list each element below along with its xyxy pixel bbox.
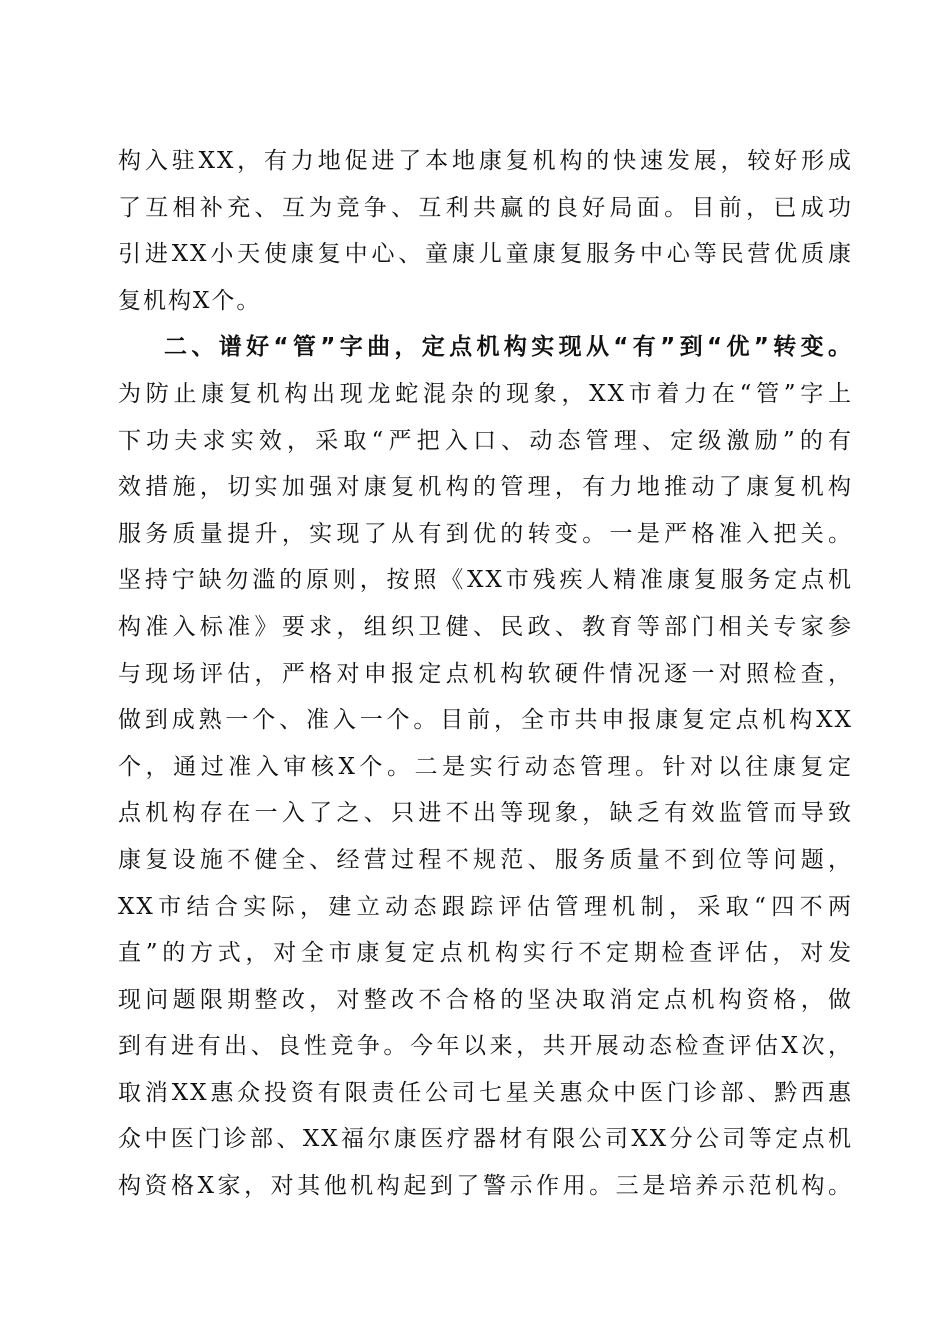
text-line: 众中医门诊部、XX福尔康医疗器材有限公司XX分公司等定点机 <box>118 1126 853 1153</box>
text-line: 构入驻XX，有力地促进了本地康复机构的快速发展，较好形成 <box>118 148 853 174</box>
text-line: 到有进有出、良性竞争。今年以来，共开展动态检查评估X次， <box>118 1033 853 1060</box>
text-line: XX市结合实际，建立动态跟踪评估管理机制，采取“四不两 <box>118 893 853 920</box>
section-heading: 二、谱好“管”字曲，定点机构实现从“有”到“优”转变。 <box>164 334 853 361</box>
text-line: 个，通过准入审核X个。二是实行动态管理。针对以往康复定 <box>118 753 853 780</box>
text-line: 下功夫求实效，采取“严把入口、动态管理、定级激励”的有 <box>118 427 853 454</box>
text-line: 构准入标准》要求，组织卫健、民政、教育等部门相关专家参 <box>118 613 853 640</box>
text-line: 取消XX惠众投资有限责任公司七星关惠众中医门诊部、黔西惠 <box>118 1079 853 1106</box>
text-line: 与现场评估，严格对申报定点机构软硬件情况逐一对照检查， <box>118 660 853 687</box>
text-line: 构资格X家，对其他机构起到了警示作用。三是培养示范机构。 <box>118 1173 853 1200</box>
text-line: 服务质量提升，实现了从有到优的转变。一是严格准入把关。 <box>118 520 853 547</box>
text-line: 直”的方式，对全市康复定点机构实行不定期检查评估，对发 <box>118 940 853 967</box>
text-line: 现问题限期整改，对整改不合格的坚决取消定点机构资格，做 <box>118 986 853 1013</box>
text-line: 为防止康复机构出现龙蛇混杂的现象，XX市着力在“管”字上 <box>118 380 853 407</box>
text-line: 引进XX小天使康复中心、童康儿童康复服务中心等民营优质康 <box>118 241 853 268</box>
text-line: 点机构存在一入了之、只进不出等现象，缺乏有效监管而导致 <box>118 800 853 827</box>
text-line: 了互相补充、互为竞争、互利共赢的良好局面。目前，已成功 <box>118 194 853 221</box>
text-line: 做到成熟一个、准入一个。目前，全市共申报康复定点机构XX <box>118 707 853 734</box>
text-line: 坚持宁缺勿滥的原则，按照《XX市残疾人精准康复服务定点机 <box>118 567 853 594</box>
text-line: 复机构X个。 <box>118 287 262 314</box>
body-text <box>118 138 853 1210</box>
text-line: 康复设施不健全、经营过程不规范、服务质量不到位等问题， <box>118 846 853 873</box>
text-line: 效措施，切实加强对康复机构的管理，有力地推动了康复机构 <box>118 474 853 501</box>
